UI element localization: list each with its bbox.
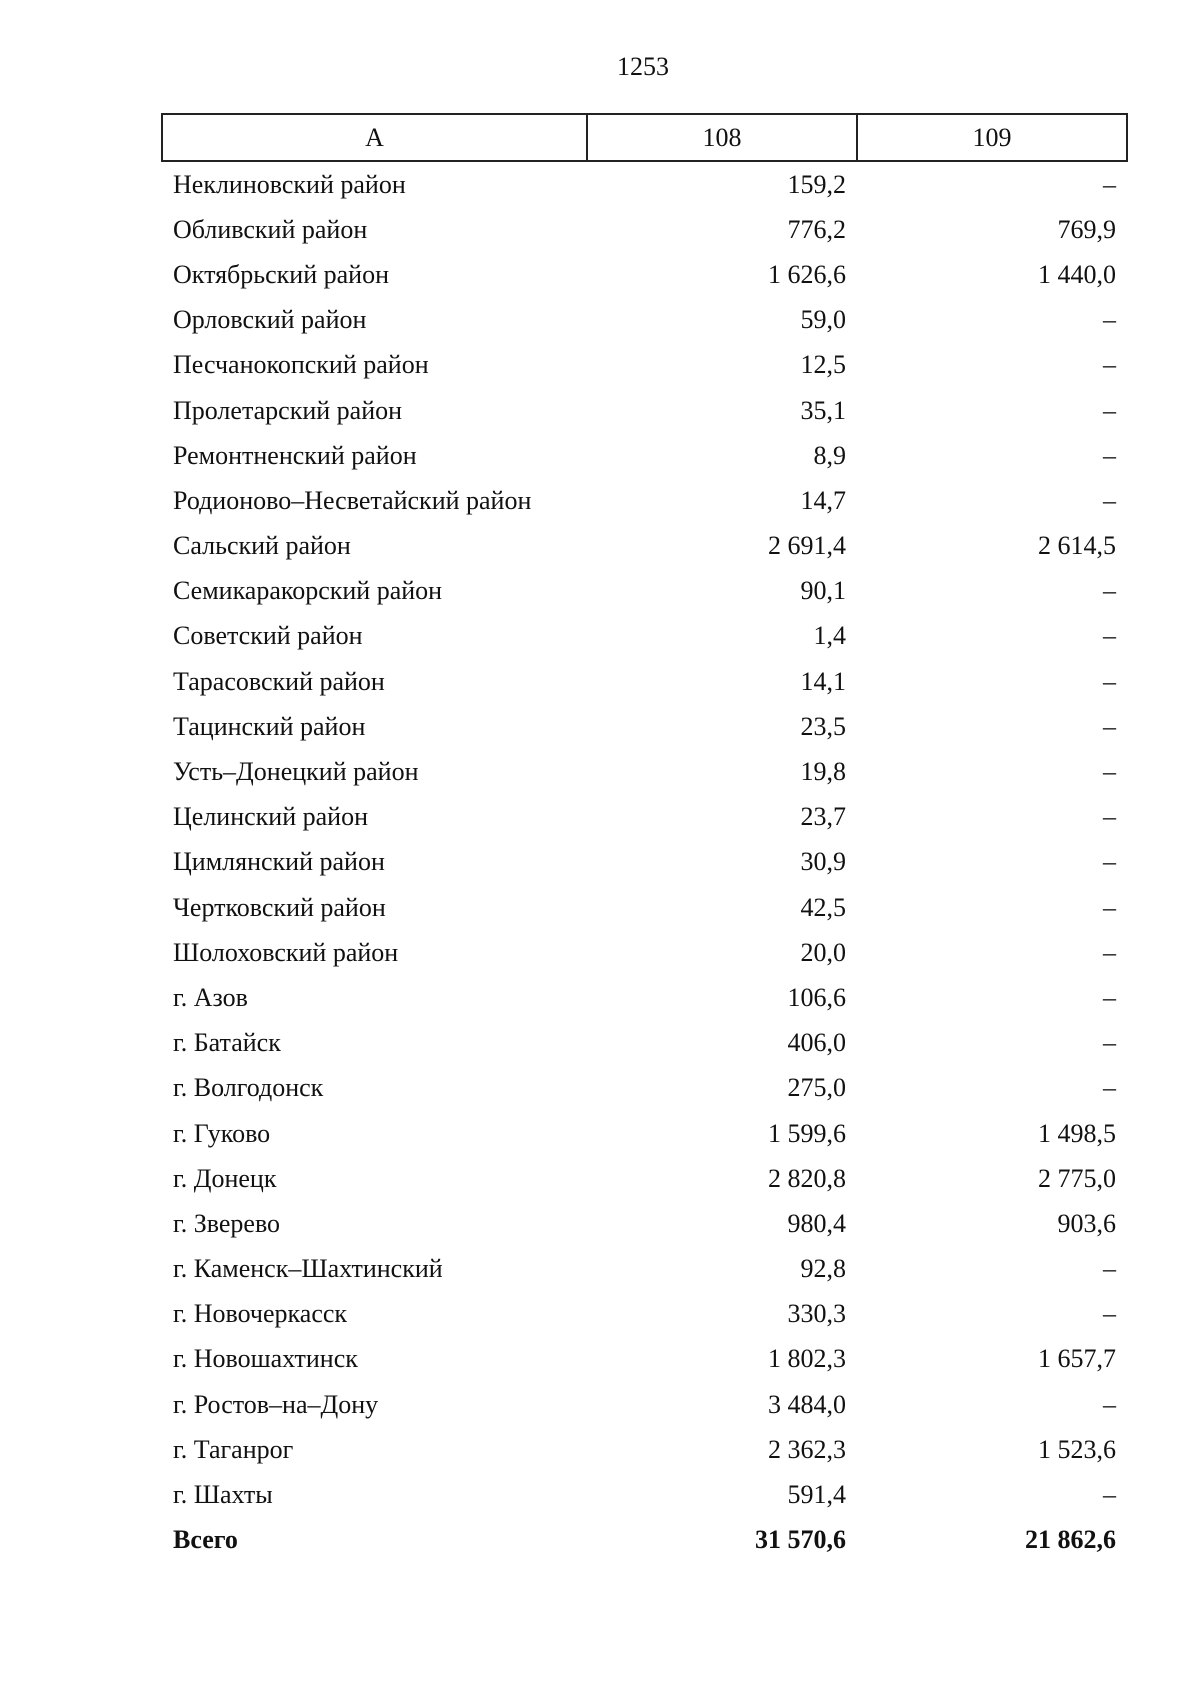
row-value-108-cell: 330,3 xyxy=(787,1299,846,1329)
row-name-cell: г. Шахты xyxy=(173,1480,273,1510)
row-value-109-cell: – xyxy=(1103,847,1116,877)
row-value-109-cell: 2 614,5 xyxy=(1038,531,1116,561)
row-value-108-cell: 106,6 xyxy=(787,982,846,1012)
row-value-108-cell: 776,2 xyxy=(787,214,846,244)
row-value-109-cell: – xyxy=(1103,892,1116,922)
table-row xyxy=(162,569,1127,614)
row-name-cell: Советский район xyxy=(173,621,363,651)
row-value-109-cell: – xyxy=(1103,982,1116,1012)
row-name-cell: г. Волгодонск xyxy=(173,1073,324,1103)
row-name-cell: г. Гуково xyxy=(173,1118,271,1148)
table-row xyxy=(162,433,1127,478)
row-value-109-cell: 903,6 xyxy=(1057,1208,1116,1238)
total-value-109: 21 862,6 xyxy=(1025,1525,1116,1555)
row-value-108-cell: 2 691,4 xyxy=(768,531,846,561)
row-value-108-cell: 90,1 xyxy=(800,576,846,606)
row-value-108-cell: 12,5 xyxy=(800,350,846,380)
row-value-109-cell: – xyxy=(1103,440,1116,470)
row-value-108-cell: 2 820,8 xyxy=(768,1163,846,1193)
row-value-108-cell: 275,0 xyxy=(787,1073,846,1103)
row-name-cell: Ремонтненский район xyxy=(173,440,417,470)
total-value-108: 31 570,6 xyxy=(755,1525,846,1555)
row-value-108-cell: 20,0 xyxy=(800,937,846,967)
row-value-109-cell: – xyxy=(1103,1480,1116,1510)
row-value-108-cell: 30,9 xyxy=(800,847,846,877)
row-name-cell: Чертковский район xyxy=(173,892,386,922)
data-table xyxy=(161,113,1128,1563)
row-value-108-cell: 1 599,6 xyxy=(768,1118,846,1148)
row-value-108-cell: 980,4 xyxy=(787,1208,846,1238)
row-name-cell: Родионово–Несветайский район xyxy=(173,485,532,515)
row-name-cell: Октябрьский район xyxy=(173,259,389,289)
row-name-cell: г. Каменск–Шахтинский xyxy=(173,1254,443,1284)
row-name-cell: г. Зверево xyxy=(173,1208,281,1238)
row-value-108-cell: 19,8 xyxy=(800,757,846,787)
row-value-109-cell: 2 775,0 xyxy=(1038,1163,1116,1193)
table-row xyxy=(162,704,1127,749)
row-value-109-cell: 1 440,0 xyxy=(1038,259,1116,289)
row-name-cell: Целинский район xyxy=(173,802,368,832)
row-value-108-cell: 3 484,0 xyxy=(768,1389,846,1419)
header-cell-109: 109 xyxy=(857,114,1127,161)
row-value-108-cell: 14,1 xyxy=(800,666,846,696)
table-row xyxy=(162,478,1127,523)
row-value-109-cell: – xyxy=(1103,1073,1116,1103)
row-name-cell: Цимлянский район xyxy=(173,847,385,877)
header-cell-108: 108 xyxy=(587,114,857,161)
header-cell-a: А xyxy=(162,114,587,161)
row-name-cell: Семикаракорский район xyxy=(173,576,443,606)
row-value-109-cell: – xyxy=(1103,395,1116,425)
table-row xyxy=(162,388,1127,433)
row-name-cell: Обливский район xyxy=(173,214,368,244)
table-row xyxy=(162,207,1127,252)
row-value-109-cell: – xyxy=(1103,711,1116,741)
row-value-108-cell: 1,4 xyxy=(813,621,846,651)
table-row xyxy=(162,795,1127,840)
row-value-108-cell: 1 802,3 xyxy=(768,1344,846,1374)
row-value-108-cell: 35,1 xyxy=(800,395,846,425)
table-row xyxy=(162,1111,1127,1156)
total-row xyxy=(162,1518,1127,1563)
table-row xyxy=(162,885,1127,930)
row-value-109-cell: – xyxy=(1103,757,1116,787)
row-name-cell: г. Ростов–на–Дону xyxy=(173,1389,379,1419)
table-row xyxy=(162,1292,1127,1337)
row-value-108-cell: 406,0 xyxy=(787,1028,846,1058)
total-label: Всего xyxy=(173,1525,238,1555)
table-row xyxy=(162,614,1127,659)
row-name-cell: г. Донецк xyxy=(173,1163,277,1193)
table-body xyxy=(162,161,1127,1563)
row-value-108-cell: 14,7 xyxy=(800,485,846,515)
row-value-109-cell: – xyxy=(1103,666,1116,696)
row-name-cell: Шолоховский район xyxy=(173,937,399,967)
table-row xyxy=(162,161,1127,207)
row-name-cell: Песчанокопский район xyxy=(173,350,429,380)
table-row xyxy=(162,524,1127,569)
row-value-108-cell: 59,0 xyxy=(800,305,846,335)
row-value-109-cell: – xyxy=(1103,1299,1116,1329)
row-value-109-cell: – xyxy=(1103,576,1116,606)
row-value-108-cell: 42,5 xyxy=(800,892,846,922)
row-value-108-cell: 23,5 xyxy=(800,711,846,741)
table-row xyxy=(162,1427,1127,1472)
row-name-cell: Пролетарский район xyxy=(173,395,403,425)
table-row xyxy=(162,343,1127,388)
row-name-cell: Орловский район xyxy=(173,305,367,335)
table-row xyxy=(162,1247,1127,1292)
row-value-109-cell: – xyxy=(1103,937,1116,967)
table-header xyxy=(162,114,1127,161)
row-name-cell: г. Таганрог xyxy=(173,1434,294,1464)
row-value-109-cell: – xyxy=(1103,1028,1116,1058)
table-row xyxy=(162,298,1127,343)
row-value-109-cell: 1 523,6 xyxy=(1038,1434,1116,1464)
table-row xyxy=(162,930,1127,975)
row-value-109-cell: 1 498,5 xyxy=(1038,1118,1116,1148)
row-value-109-cell: – xyxy=(1103,485,1116,515)
table-row xyxy=(162,1472,1127,1517)
row-value-109-cell: – xyxy=(1103,1389,1116,1419)
row-name-cell: г. Новочеркасск xyxy=(173,1299,348,1329)
row-value-108-cell: 23,7 xyxy=(800,802,846,832)
row-value-109-cell: – xyxy=(1103,621,1116,651)
row-name-cell: Тацинский район xyxy=(173,711,366,741)
row-value-108-cell: 92,8 xyxy=(800,1254,846,1284)
table-row xyxy=(162,1156,1127,1201)
table-row xyxy=(162,975,1127,1020)
table-row xyxy=(162,1337,1127,1382)
row-value-108-cell: 2 362,3 xyxy=(768,1434,846,1464)
row-value-109-cell: 1 657,7 xyxy=(1038,1344,1116,1374)
row-name-cell: г. Новошахтинск xyxy=(173,1344,358,1374)
row-name-cell: г. Азов xyxy=(173,982,248,1012)
row-value-109-cell: – xyxy=(1103,1254,1116,1284)
table-row xyxy=(162,749,1127,794)
row-name-cell: г. Батайск xyxy=(173,1028,281,1058)
row-value-108-cell: 159,2 xyxy=(787,169,846,199)
row-name-cell: Сальский район xyxy=(173,531,351,561)
row-value-109-cell: – xyxy=(1103,802,1116,832)
table-row xyxy=(162,840,1127,885)
row-name-cell: Тарасовский район xyxy=(173,666,385,696)
row-value-108-cell: 8,9 xyxy=(813,440,846,470)
table-row xyxy=(162,1382,1127,1427)
header-row xyxy=(162,114,1127,161)
page-number: 1253 xyxy=(617,52,669,81)
row-value-108-cell: 591,4 xyxy=(787,1480,846,1510)
table-row xyxy=(162,1066,1127,1111)
row-value-109-cell: – xyxy=(1103,350,1116,380)
data-table-container xyxy=(161,113,1126,1563)
row-name-cell: Неклиновский район xyxy=(173,169,406,199)
row-name-cell: Усть–Донецкий район xyxy=(173,757,419,787)
table-row xyxy=(162,1021,1127,1066)
row-value-109-cell: – xyxy=(1103,305,1116,335)
row-value-109-cell: – xyxy=(1103,169,1116,199)
row-value-109-cell: 769,9 xyxy=(1057,214,1116,244)
row-value-108-cell: 1 626,6 xyxy=(768,259,846,289)
table-row xyxy=(162,252,1127,297)
table-row xyxy=(162,659,1127,704)
table-row xyxy=(162,1201,1127,1246)
